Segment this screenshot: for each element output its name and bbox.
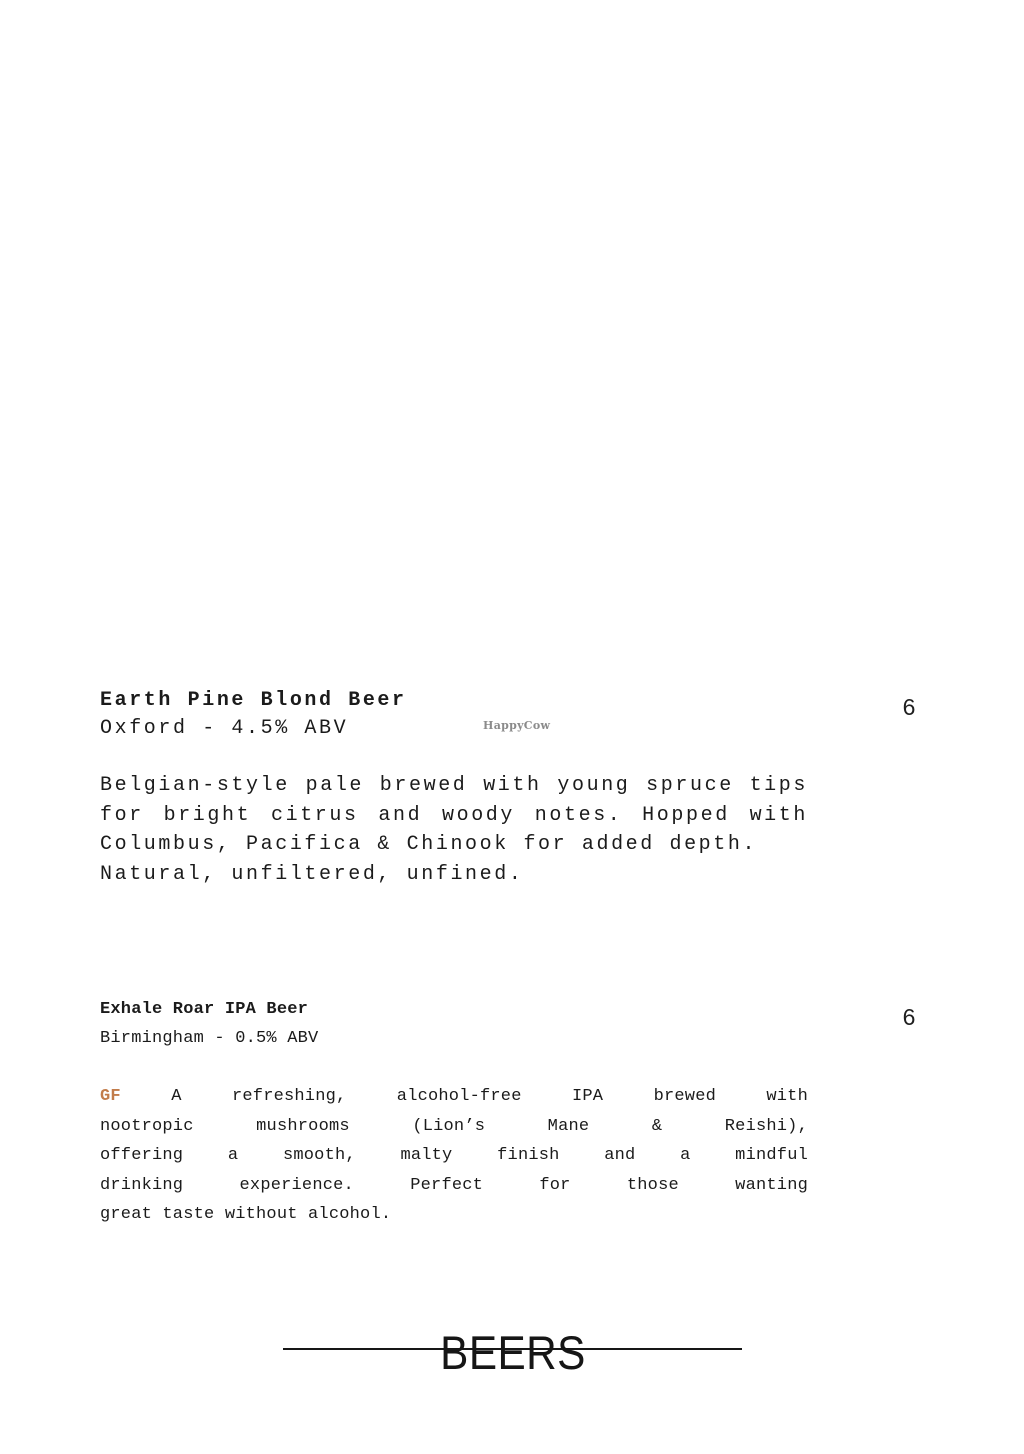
description-line: offering a smooth, malty finish and a mindful: [100, 1146, 808, 1166]
description-line: for bright citrus and woody notes. Hopped with: [100, 803, 808, 827]
section-title-beers: BEERS: [440, 1326, 586, 1379]
beer-origin-abv-exhale-roar-ipa: Birmingham - 0.5% ABV: [100, 1029, 319, 1048]
description-line: GF A refreshing, alcohol-free IPA brewed with: [100, 1087, 808, 1106]
description-line: nootropic mushrooms (Lion’s Mane & Reishi),: [100, 1116, 808, 1136]
beer-price-earth-pine-blond: 6: [902, 694, 916, 720]
description-line: Belgian-style pale brewed with young spruce tips: [100, 774, 808, 797]
beer-price-exhale-roar-ipa: 6: [902, 1004, 916, 1030]
description-line: Natural, unfiltered, unfined.: [100, 862, 524, 886]
beer-name-exhale-roar-ipa: Exhale Roar IPA Beer: [100, 1000, 309, 1019]
beer-name-earth-pine-blond: Earth Pine Blond Beer: [100, 689, 407, 712]
beer-description-exhale-roar-ipa: [100, 1082, 808, 1230]
description-line: great taste without alcohol.: [100, 1205, 392, 1225]
beer-origin-abv-earth-pine-blond: Oxford - 4.5% ABV: [100, 717, 349, 740]
beer-description-earth-pine-blond: [100, 771, 808, 889]
happycow-watermark: HappyCow: [483, 719, 551, 732]
description-line: Columbus, Pacifica & Chinook for added depth.: [100, 833, 758, 856]
description-line: drinking experience. Perfect for those wanting: [100, 1175, 808, 1195]
